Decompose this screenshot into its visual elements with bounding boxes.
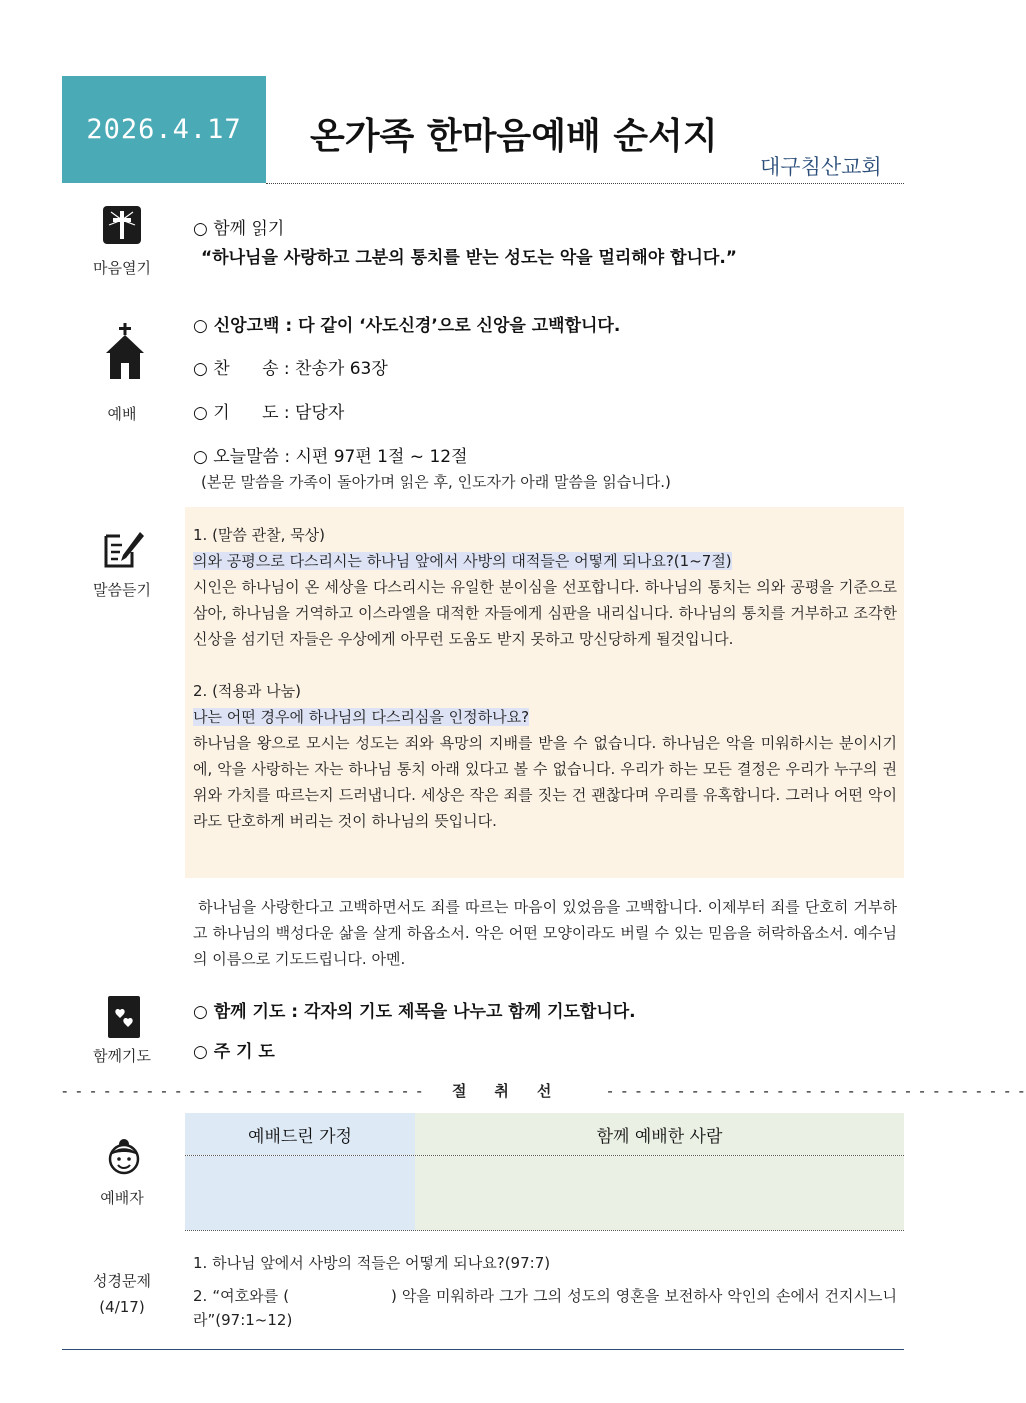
q1-title: 1. (말씀 관찰, 묵상) xyxy=(193,526,326,544)
table-header-family xyxy=(185,1113,415,1155)
cross-book-icon xyxy=(102,205,142,245)
section-label-prayer: 함께기도 xyxy=(93,1047,151,1065)
section-label-quiz xyxy=(62,1268,182,1320)
todays-word-line: ○ 오늘말씀 : 시편 97편 1절 ~ 12절 xyxy=(193,447,468,467)
person-face-icon xyxy=(106,1135,142,1175)
cut-line-label: 절취선 xyxy=(451,1082,580,1100)
opening-quote: “하나님을 사랑하고 그분의 통치를 받는 성도는 악을 멀리해야 합니다.” xyxy=(201,248,737,268)
header-divider xyxy=(266,183,904,184)
church-name: 대구침산교회 xyxy=(760,155,882,179)
people-input-cell[interactable] xyxy=(415,1156,904,1230)
cut-line-dashes-left: - - - - - - - - - - - - - - - - - - - - - - - - - - xyxy=(62,1081,424,1100)
creed-line: ○ 신앙고백 : 다 같이 ‘사도신경’으로 신앙을 고백합니다. xyxy=(193,316,621,336)
table-header-family-label: 예배드린 가정 xyxy=(248,1126,352,1147)
quiz-question-2: 2. “여호와를 ( ) 악을 미워하라 그가 그의 성도의 영혼을 보전하사 악인의 손에서 건지시느니라”(97:1~12) xyxy=(193,1287,897,1329)
table-divider xyxy=(185,1155,904,1156)
closing-prayer: 하나님을 사랑한다고 고백하면서도 죄를 따르는 마음이 있었음을 고백합니다. 이제부터 죄를 단호히 거부하고 하나님의 백성다운 삶을 살게 하옵소서. 악은 어떤 모양이라도 버릴 수 있는 믿음을 허락하옵소서. 예수님의 이름으로 기도드립니다. 아멘. xyxy=(193,898,897,968)
quiz-date: (4/17) xyxy=(99,1298,145,1316)
q2-question: 나는 어떤 경우에 하나님의 다스리심을 인정하나요? xyxy=(193,708,530,726)
cut-line xyxy=(62,1080,1026,1101)
section-label-opening: 마음열기 xyxy=(93,259,151,277)
together-prayer-line: ○ 함께 기도 : 각자의 기도 제목을 나누고 함께 기도합니다. xyxy=(193,1002,636,1022)
section-label-worshipper: 예배자 xyxy=(100,1189,144,1207)
q1-question: 의와 공평으로 다스리시는 하나님 앞에서 사방의 대적들은 어떻게 되나요?(1~7절) xyxy=(193,552,732,570)
lords-prayer-line: ○ 주 기 도 xyxy=(193,1042,275,1062)
prayer-line: ○ 기 도 : 담당자 xyxy=(193,403,345,423)
footer-divider xyxy=(62,1349,904,1350)
q2-body: 하나님을 왕으로 모시는 성도는 죄와 욕망의 지배를 받을 수 없습니다. 하나님은 악을 미워하시는 분이시기에, 악을 사랑하는 자는 하나님 통치 아래 있다고 볼 수 없습니다. 우리가 하는 모든 결정은 우리가 누구의 권위와 가치를 따르는지 드러냅니다. 세상은 작은 죄를 짓는 건 괜찮다며 우리를 유혹합니다. 그러나 어떤 악이라도 단호하게 버리는 것이 하나님의 뜻입니다. xyxy=(193,734,897,830)
table-header-people xyxy=(415,1113,904,1155)
q1-body: 시인은 하나님이 온 세상을 다스리시는 유일한 분이심을 선포합니다. 하나님의 통치는 의와 공평을 기준으로 삼아, 하나님을 거역하고 이스라엘을 대적한 자들에게 심판을 내리십니다. 하나님의 통치를 거부하고 조각한 신상을 섬기던 자들은 우상에게 아무런 도움도 받지 못하고 망신당하게 될것입니다. xyxy=(193,578,897,648)
section-label-worship: 예배 xyxy=(107,405,137,423)
page-title: 온가족 한마음예배 순서지 xyxy=(310,116,718,157)
hearts-card-icon xyxy=(107,995,141,1039)
table-bottom-border xyxy=(185,1230,904,1231)
opening-item: ○ 함께 읽기 xyxy=(193,219,285,239)
reading-note: (본문 말씀을 가족이 돌아가며 읽은 후, 인도자가 아래 말씀을 읽습니다.) xyxy=(201,473,671,491)
quiz-question-1: 1. 하나님 앞에서 사방의 적들은 어떻게 되나요?(97:7) xyxy=(193,1254,551,1272)
quiz-label: 성경문제 xyxy=(93,1272,151,1290)
cut-line-dashes-right: - - - - - - - - - - - - - - - - - - - - - - - - - - - - - - xyxy=(607,1081,1026,1100)
table-header-people-label: 함께 예배한 사람 xyxy=(596,1126,723,1147)
date-badge: 2026.4.17 xyxy=(62,76,266,183)
section-label-word: 말씀듣기 xyxy=(93,581,151,599)
church-icon xyxy=(104,323,146,379)
pen-paper-icon xyxy=(102,530,142,570)
family-input-cell[interactable] xyxy=(185,1156,415,1230)
hymn-line: ○ 찬 송 : 찬송가 63장 xyxy=(193,359,388,379)
q2-title: 2. (적용과 나눔) xyxy=(193,682,302,700)
